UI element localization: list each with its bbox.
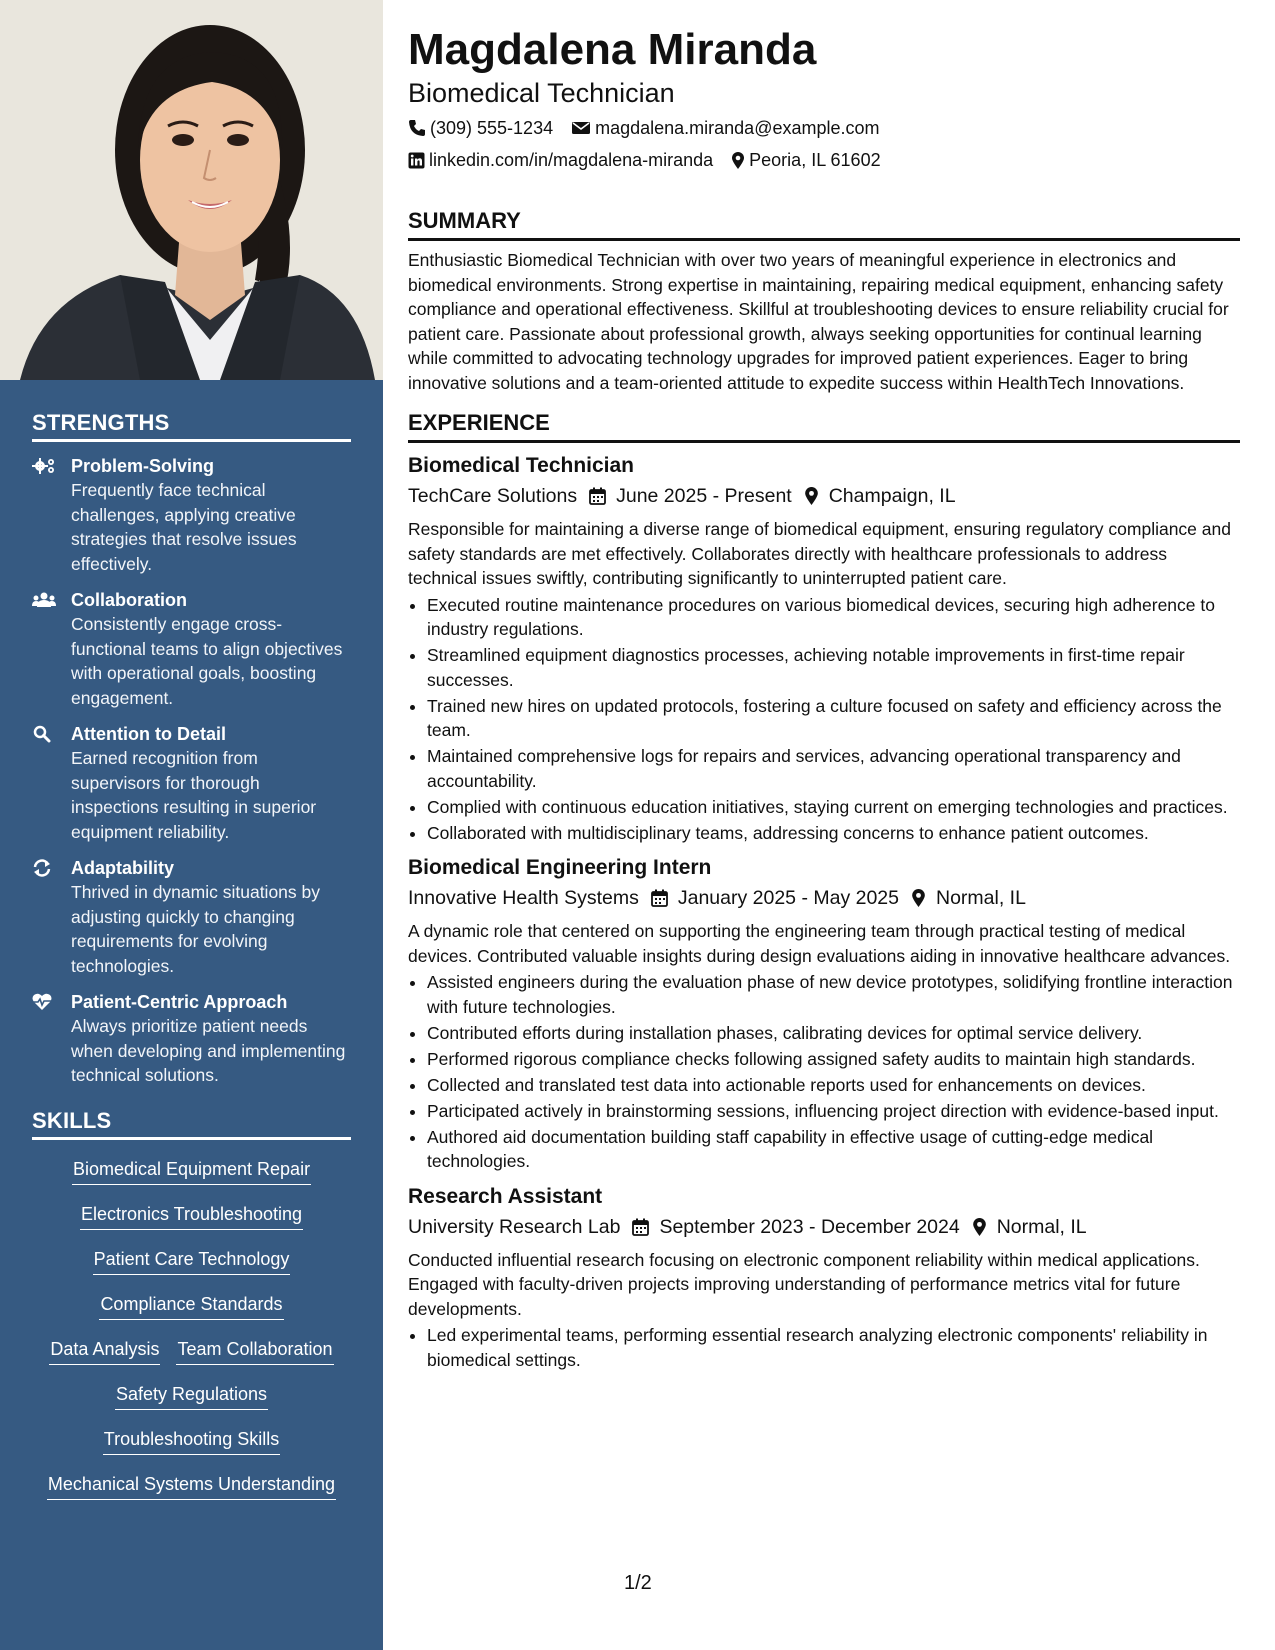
calendar-icon [651,889,668,907]
skill-tag: Team Collaboration [176,1336,333,1365]
job-meta [408,481,1240,511]
bullet-item: • Streamlined equipment diagnostics processes, achieving notable improvements in first-time repair successes. [427,643,1240,692]
email-link[interactable]: magdalena.miranda@example.com [595,118,880,138]
linkedin-link[interactable]: linkedin.com/in/magdalena-miranda [429,150,714,170]
search-icon [32,725,56,743]
summary-text: Enthusiastic Biomedical Technician with over two years of meaningful experience in electronics and biomedical environments. Strong expertise in maintaining, repairing medical equipment, enhancing safety compliance and operational effectiveness. Skillful at troubleshooting devices to ensure reliability crucial for patient care. Passionate about professional growth, always seeking opportunities for continual learning while committed to advocating technology upgrades for improved patient experiences. Eager to bring innovative solutions and a team-oriented attitude to expedite success within HealthTech Innovations. [408,250,1229,393]
job-description: Conducted influential research focusing on electronic component reliability within medical applications. Engaged with faculty-driven projects improving understanding of performance metrics vital for future developments. [408,1249,1200,1319]
job-title: Biomedical Engineering Intern [408,856,712,879]
job-title: Research Assistant [408,1184,603,1208]
profile-photo [0,0,383,380]
job-dates: June 2025 - Present [616,485,792,507]
job-meta [408,1212,1240,1242]
job-entry [408,1182,1240,1373]
bullet-item: • Complied with continuous education initiatives, staying current on emerging technologies and practices. [427,795,1240,820]
strength-description: Consistently engage cross-functional teams to align objectives with operational goals, boosting engagement. [71,614,343,708]
job-description: Responsible for maintaining a diverse range of biomedical equipment, ensuring regulatory compliance and safety standards are met effectively. Collaborates directly with healthcare professionals to address technical issues swiftly, contributing significantly to uninterrupted patient care. [408,519,1231,588]
map-pin-icon [731,151,745,170]
strength-item [32,588,351,710]
strength-description: Always prioritize patient needs when developing and implementing technical solutions. [71,1016,346,1085]
candidate-title: Biomedical Technician [408,78,675,108]
bullet-item: • Led experimental teams, performing essential research analyzing electronic components' reliability in biomedical settings. [427,1323,1240,1372]
strength-title: Collaboration [71,590,187,610]
bullet-item: • Collaborated with multidisciplinary teams, addressing concerns to enhance patient outcomes. [427,821,1240,846]
job-entry [408,853,1240,1174]
skill-tag: Biomedical Equipment Repair [72,1156,311,1185]
location-contact [731,144,880,176]
strength-description: Frequently face technical challenges, applying creative strategies that resolve issues effectively. [71,480,297,574]
summary-heading: SUMMARY [408,206,1240,241]
job-bullets [408,1323,1240,1372]
map-pin-icon [911,888,926,908]
job-meta [408,883,1240,913]
job-location: Normal, IL [936,887,1026,909]
company-name: University Research Lab [408,1215,621,1238]
heart-pulse-icon [32,993,56,1011]
strength-item [32,722,351,844]
bullet-item: • Collected and translated test data into actionable reports used for enhancements on devices. [427,1073,1240,1098]
skill-tag: Compliance Standards [99,1291,283,1320]
strengths-heading: STRENGTHS [32,410,351,442]
users-icon [32,591,56,609]
phone-contact [408,112,553,144]
job-location: Normal, IL [996,1215,1087,1238]
phone-text: (309) 555-1234 [430,118,554,138]
job-dates: September 2023 - December 2024 [659,1215,960,1238]
bullet-item: • Assisted engineers during the evaluation phase of new device prototypes, solidifying frontline interaction with future technologies. [427,970,1240,1019]
strength-title: Patient-Centric Approach [71,992,288,1012]
portrait-illustration [0,0,383,380]
strength-title: Adaptability [71,858,175,878]
skill-tag: Mechanical Systems Understanding [47,1471,336,1500]
skill-tag: Patient Care Technology [93,1246,291,1275]
strength-description: Thrived in dynamic situations by adjusting quickly to changing requirements for evolving technologies. [71,882,320,976]
job-entry [408,451,1240,845]
job-bullets [408,970,1240,1174]
linkedin-icon [408,152,425,169]
email-contact[interactable] [571,112,879,144]
contact-row [408,144,1240,176]
bullet-item: • Executed routine maintenance procedures on various biomedical devices, securing high adherence to industry regulations. [427,593,1240,642]
calendar-icon [589,487,606,505]
strength-description: Earned recognition from supervisors for thorough inspections resulting in superior equipment reliability. [71,748,317,842]
phone-icon [408,119,426,137]
strength-item [32,856,351,978]
candidate-name: Magdalena Miranda [408,25,817,74]
bullet-item: • Maintained comprehensive logs for repairs and services, advancing operational transparency and accountability. [427,744,1240,793]
job-dates: January 2025 - May 2025 [677,887,899,909]
map-pin-icon [972,1217,987,1237]
strength-item [32,454,351,576]
gears-icon [32,457,56,475]
bullet-item: • Authored aid documentation building staff capability in effective usage of cutting-edge medical technologies. [427,1125,1240,1174]
bullet-item: • Trained new hires on updated protocols, fostering a culture focused on safety and efficiency across the team. [427,694,1240,743]
linkedin-contact[interactable] [408,144,713,176]
skill-tag: Troubleshooting Skills [103,1426,280,1455]
job-title: Biomedical Technician [408,454,635,477]
main-content [408,24,1240,1374]
sidebar [0,0,383,1650]
company-name: Innovative Health Systems [408,887,639,909]
job-description: A dynamic role that centered on supporting the engineering team through practical testing of medical devices. Contributed valuable insights during design evaluations aiding in innovative healthcare advances. [408,921,1231,966]
skills-heading: SKILLS [32,1108,351,1140]
strength-title: Attention to Detail [71,724,226,744]
sidebar-content [32,410,351,1502]
calendar-icon [632,1218,649,1236]
location-text: Peoria, IL 61602 [749,150,881,170]
job-bullets [408,593,1240,846]
skill-tag: Electronics Troubleshooting [80,1201,303,1230]
sync-icon [32,859,56,877]
bullet-item: • Participated actively in brainstorming sessions, influencing project direction with evidence-based input. [427,1099,1240,1124]
map-pin-icon [804,486,819,506]
page-number: 1/2 [624,1572,652,1594]
job-location: Champaign, IL [828,485,956,507]
contact-row [408,112,1240,144]
skills-section [32,1108,351,1502]
experience-heading: EXPERIENCE [408,408,1240,443]
bullet-item: • Contributed efforts during installation phases, calibrating devices for optimal service delivery. [427,1021,1240,1046]
strength-title: Problem-Solving [71,456,215,476]
company-name: TechCare Solutions [408,485,578,507]
bullet-item: • Performed rigorous compliance checks following assigned safety audits to maintain high standards. [427,1047,1240,1072]
skill-tag: Safety Regulations [115,1381,268,1410]
strength-item [32,990,351,1088]
envelope-icon [571,120,591,136]
skill-tag: Data Analysis [49,1336,160,1365]
